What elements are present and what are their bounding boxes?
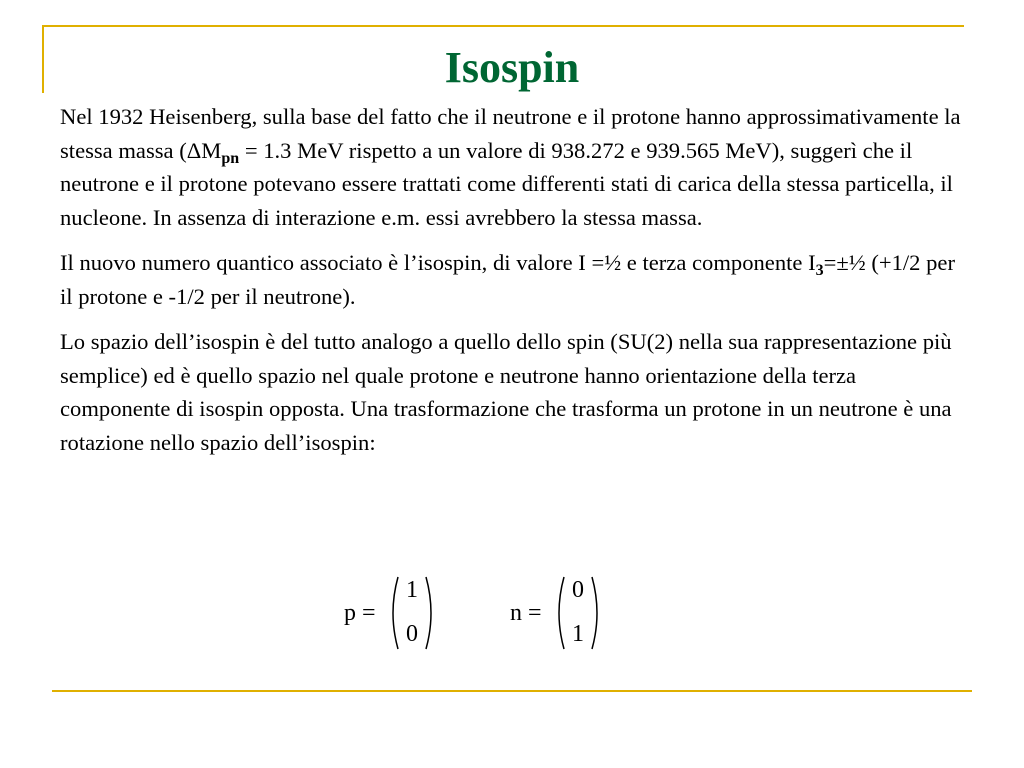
paragraph-quantum-number-text: Il nuovo numero quantico associato è l’isospin, di valore I =½ e terza componente I (60, 250, 816, 275)
neutron-bottom-value: 1 (572, 621, 584, 647)
frame-bottom-line (52, 690, 972, 692)
neutron-equation (508, 574, 608, 652)
neutron-top-value: 0 (572, 577, 584, 603)
paragraph-isospin-space: Lo spazio dell’isospin è del tutto analogo a quello dello spin (SU(2) nella sua rappresentazione più semplice) ed è quello spazio nel quale protone e neutrone hanno orientazione della terza componente di isospin opposta. Una trasformazione che trasforma un protone in un neutrone è una rotazione nello spazio dell’isospin: (60, 329, 952, 455)
proton-vector-parens (388, 574, 436, 652)
subscript-3: 3 (815, 262, 824, 279)
proton-top-value: 1 (406, 577, 418, 603)
neutron-lhs: n = (510, 600, 542, 626)
neutron-vector-parens (554, 574, 602, 652)
slide-body (60, 100, 965, 471)
subscript-pn: pn (221, 149, 240, 167)
paragraph-heisenberg-text-cont: = 1.3 MeV rispetto a un valore di 938.272 e 939.565 MeV), suggerì che il neutrone e il protone potevano essere trattati come differenti stati di carica della stessa particella, il nucleone. In assenza di interazione e.m. essi avrebbero la stessa massa. (60, 137, 953, 230)
paragraph-quantum-number (60, 246, 965, 313)
paragraph-heisenberg (60, 100, 965, 234)
proton-equation (340, 574, 440, 652)
frame-top-line (42, 25, 964, 27)
proton-bottom-value: 0 (406, 621, 418, 647)
proton-lhs: p = (344, 600, 376, 626)
slide-title: Isospin (444, 43, 580, 92)
paragraph-heisenberg-text: Nel 1932 Heisenberg, sulla base del fatto che il neutrone e il protone hanno approssimativamente la stessa massa (ΔM (60, 104, 961, 163)
paragraph-quantum-number-text-cont: =±½ (+1/2 per il protone e -1/2 per il neutrone). (60, 250, 955, 309)
